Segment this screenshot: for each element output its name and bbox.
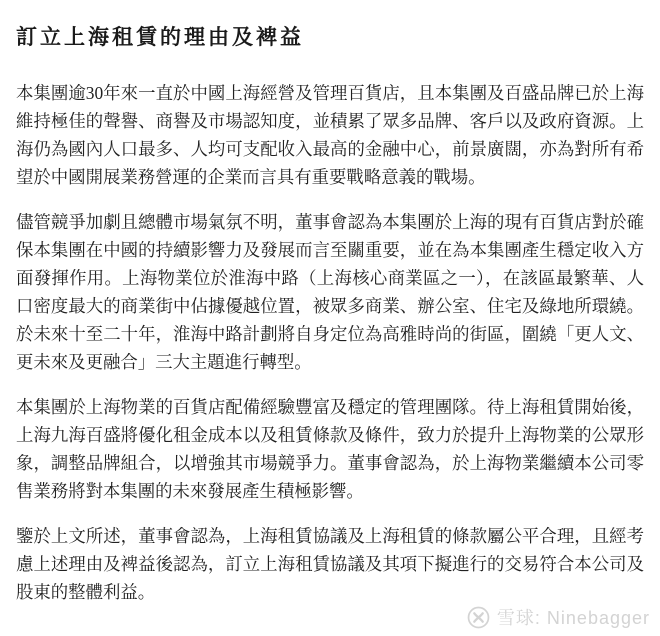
paragraph-board-conclusion: 鑒於上文所述，董事會認為，上海租賃協議及上海租賃的條款屬公平合理，且經考慮上述理由及裨益後認為，訂立上海租賃協議及其項下擬進行的交易符合本公司及股東的整體利益。 <box>16 526 644 602</box>
page-title: 訂立上海租賃的理由及裨益 <box>16 26 304 49</box>
paragraph-market-position: 儘管競爭加劇且總體市場氣氛不明，董事會認為本集團於上海的現有百貨店對於確保本集團在中國的持續影響力及發展而言至關重要，並在為本集團產生穩定收入方面發揮作用。上海物業位於淮海中路（上海核心商業區之一），在該區最繁華、人口密度最大的商業街中佔據優越位置，被眾多商業、辦公室、住宅及綠地所環繞。於未來十至二十年，淮海中路計劃將自身定位為高雅時尚的街區，圍繞「更人文、更未來及更融合」三大主題進行轉型。 <box>16 212 644 372</box>
xueqiu-logo-icon <box>467 606 490 629</box>
paragraph-management-team: 本集團於上海物業的百貨店配備經驗豐富及穩定的管理團隊。待上海租賃開始後，上海九海百盛將優化租金成本以及租賃條款及條件，致力於提升上海物業的公眾形象，調整品牌組合，以增強其市場競爭力。董事會認為，於上海物業繼續本公司零售業務將對本集團的未來發展產生積極影響。 <box>16 397 644 501</box>
paragraph-group-background: 本集團逾30年來一直於中國上海經營及管理百貨店，且本集團及百盛品牌已於上海維持極佳的聲譽、商譽及市場認知度，並積累了眾多品牌、客戶以及政府資源。上海仍為國內人口最多、人均可支配收入最高的金融中心，前景廣闊，亦為對所有希望於中國開展業務營運的企業而言具有重要戰略意義的戰場。 <box>16 83 644 187</box>
watermark <box>467 604 650 630</box>
watermark-text: 雪球: Ninebagger <box>496 608 650 628</box>
